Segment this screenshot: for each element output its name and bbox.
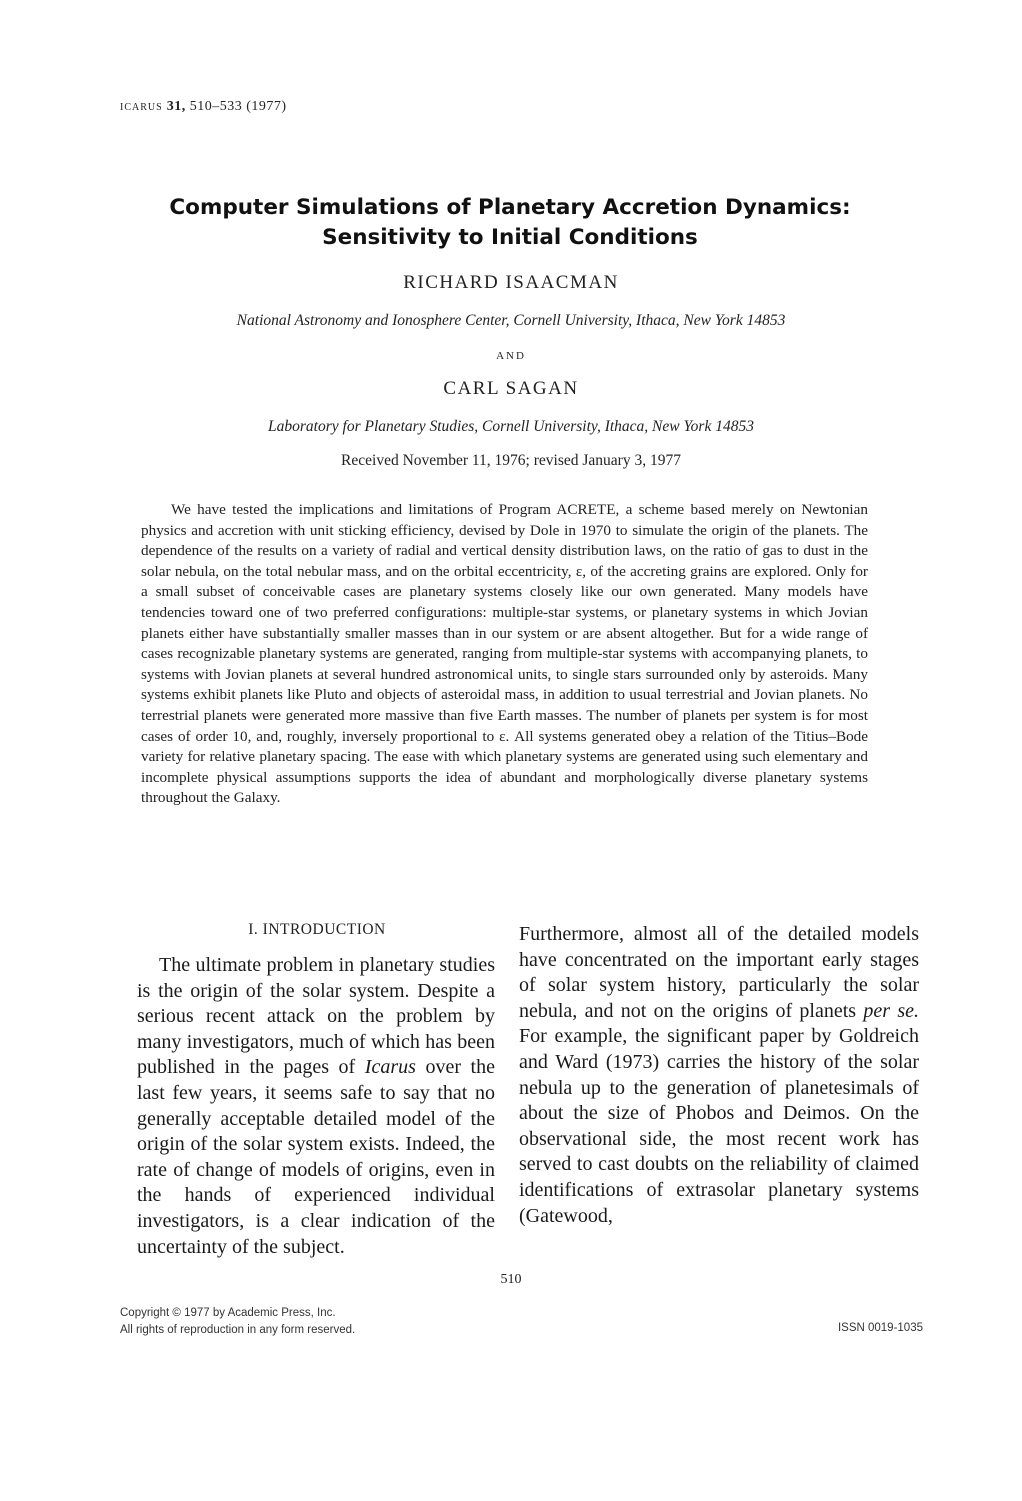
copyright-line-1: Copyright © 1977 by Academic Press, Inc. (120, 1307, 336, 1319)
issn-number: ISSN 0019-1035 (837, 1322, 923, 1334)
body-right-text-1: Furthermore, almost all of the detailed models have concentrated on the important early stages of solar system history, particularly the solar nebula, and not on the origins of planets (519, 923, 919, 1022)
section-heading-introduction: I. INTRODUCTION (248, 921, 386, 938)
author-name-2: CARL SAGAN (443, 378, 579, 399)
journal-pages: 510–533 (1977) (189, 99, 287, 114)
author-affiliation-2: Laboratory for Planetary Studies, Cornell University, Ithaca, New York 14853 (268, 418, 754, 435)
author-name-1: RICHARD ISAACMAN (403, 272, 619, 293)
journal-volume: 31, (166, 99, 186, 114)
page-number: 510 (500, 1272, 522, 1287)
paper-title (100, 193, 920, 253)
paper-title-line-2: Sensitivity to Initial Conditions (322, 225, 698, 250)
author-affiliation-1: National Astronomy and Ionosphere Center, Cornell University, Ithaca, New York 14853 (236, 312, 786, 329)
body-column-right (519, 922, 919, 1229)
copyright-line-2: All rights of reproduction in any form reserved. (120, 1324, 356, 1336)
body-left-text-2: over the last few years, it seems safe to say that no generally acceptable detailed model of the origin of the solar system exists. Indeed, the rate of change of models of origins, even in the hands of experienced individual investigators, is a clear indication of the uncertainty of the subject. (137, 1056, 495, 1258)
received-dates: Received November 11, 1976; revised January 3, 1977 (341, 452, 681, 469)
paper-title-line-1: Computer Simulations of Planetary Accretion Dynamics: (169, 195, 851, 220)
journal-name: ICARUS (120, 102, 163, 113)
running-header (120, 99, 287, 115)
body-left-journal-italic: Icarus (364, 1056, 416, 1079)
and-separator: AND (496, 350, 526, 362)
body-left-text-1: The ultimate problem in planetary studies is the origin of the solar system. Despite a serious recent attack on the problem by many investigators, much of which has been published in the pages of (137, 954, 495, 1079)
body-column-left (137, 953, 495, 1260)
abstract: We have tested the implications and limitations of Program ACRETE, a scheme based merely on Newtonian physics and accretion with unit sticking efficiency, devised by Dole in 1970 to simulate the origin of the planets. The dependence of the results on a variety of radial and vertical density distribution laws, on the ratio of gas to dust in the solar nebula, on the total nebular mass, and on the orbital eccentricity, ε, of the accreting grains are explored. Only for a small subset of conceivable cases are planetary systems closely like our own generated. Many models have tendencies toward one of two preferred configurations: multiple-star systems, or planetary systems in which Jovian planets either have substantially smaller masses than in our system or are absent altogether. But for a wide range of cases recognizable planetary systems are generated, ranging from multiple-star systems with accompanying planets, to systems with Jovian planets at several hundred astronomical units, to single stars surrounded only by asteroids. Many systems exhibit planets like Pluto and objects of asteroidal mass, in addition to usual terrestrial and Jovian planets. No terrestrial planets were generated more massive than five Earth masses. The number of planets per system is for most cases of order 10, and, roughly, inversely proportional to ε. All systems generated obey a relation of the Titius–Bode variety for relative planetary spacing. The ease with which planetary systems are generated using such elementary and incomplete physical assumptions supports the idea of abundant and morphologically diverse planetary systems throughout the Galaxy. (141, 501, 868, 807)
copyright-notice (120, 1305, 355, 1339)
body-right-text-2: For example, the significant paper by Goldreich and Ward (1973) carries the history of the solar nebula up to the generation of planetesimals of about the size of Phobos and Deimos. On the observational side, the most recent work has served to cast doubts on the reliability of claimed identifications of extrasolar planetary systems (Gatewood, (519, 1025, 919, 1227)
body-right-italic: per se. (863, 999, 920, 1022)
